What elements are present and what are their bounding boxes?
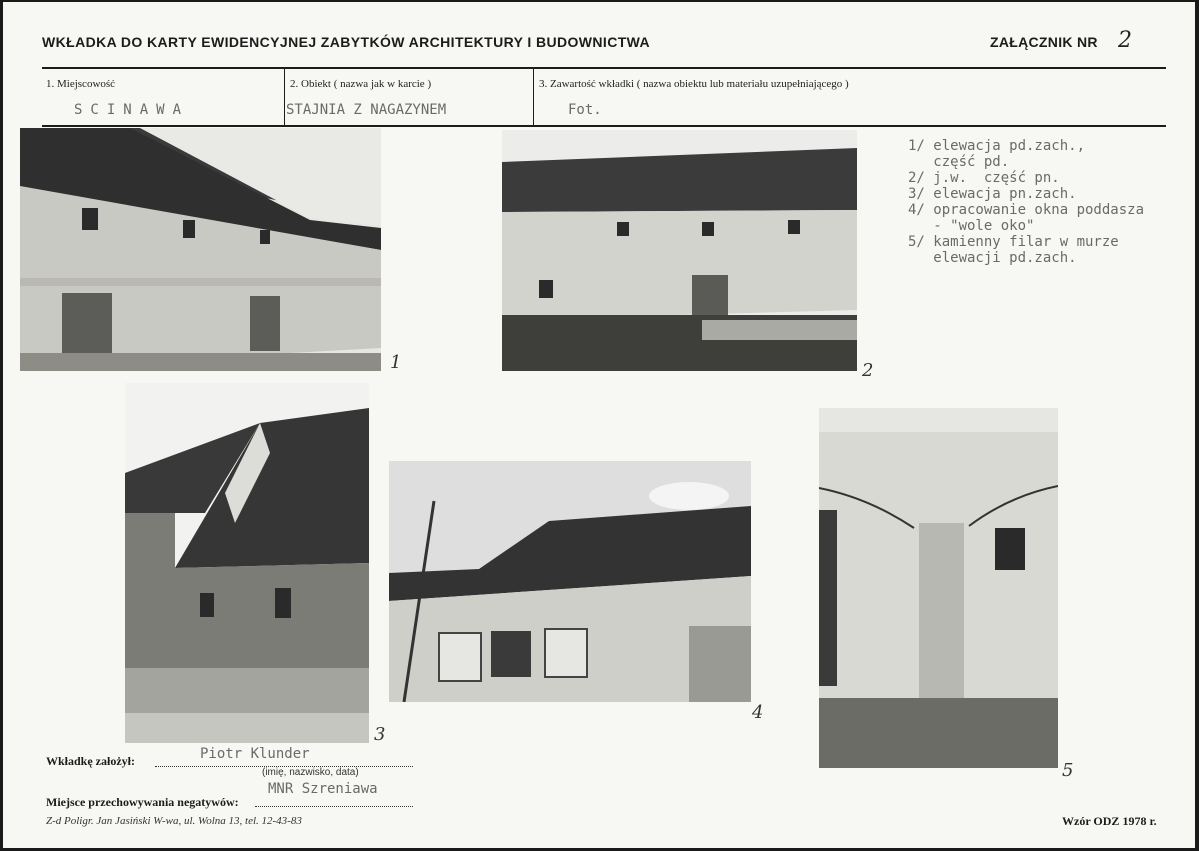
caption-line: 1/ elewacja pd.zach., (908, 138, 1086, 154)
storage-label: Miejsce przechowywania negatywów: (46, 795, 239, 809)
photo-5 (819, 408, 1058, 768)
object-label: 2. Obiekt ( nazwa jak w karcie ) (290, 78, 432, 90)
location-label: 1. Miejscowość (46, 78, 116, 90)
photo-3-number: 3 (374, 724, 386, 745)
document-title: WKŁADKA DO KARTY EWIDENCYJNEJ ZABYTKÓW ARCHITEKTURY I BUDOWNICTWA (42, 34, 651, 50)
author-value: Piotr Klunder (200, 746, 310, 762)
caption-line: elewacji pd.zach. (908, 250, 1077, 266)
author-label: Wkładkę założył: (46, 754, 135, 768)
field-divider-2 (533, 68, 534, 125)
top-rule (42, 67, 1166, 69)
photo-4 (389, 461, 751, 702)
photo-3 (125, 383, 369, 743)
author-hint: (imię, nazwisko, data) (262, 767, 359, 778)
caption-line: 3/ elewacja pn.zach. (908, 186, 1077, 202)
photo-2-number: 2 (862, 360, 874, 381)
caption-line: 2/ j.w. część pn. (908, 170, 1060, 186)
bottom-rule (42, 125, 1166, 127)
field-divider-1 (284, 68, 285, 125)
caption-line: - "wole oko" (908, 218, 1035, 234)
annex-label: ZAŁĄCZNIK NR (990, 34, 1098, 50)
content-label: 3. Zawartość wkładki ( nazwa obiektu lub materiału uzupełniającego ) (539, 78, 849, 90)
photo-1-number: 1 (390, 352, 402, 373)
location-value: SCINAWA (74, 102, 190, 118)
photo-2 (502, 130, 857, 371)
caption-line: 5/ kamienny filar w murze (908, 234, 1119, 250)
content-value: Fot. (568, 102, 602, 118)
photo-captions (908, 138, 1144, 266)
annex-number: 2 (1118, 28, 1132, 53)
caption-line: część pd. (908, 154, 1010, 170)
photo-4-number: 4 (752, 702, 764, 723)
photo-1 (20, 128, 381, 371)
form-version: Wzór ODZ 1978 r. (1062, 814, 1157, 828)
object-value: STAJNIA Z NAGAZYNEM (286, 102, 447, 118)
storage-dotted-line (255, 806, 413, 807)
photo-5-number: 5 (1062, 760, 1074, 781)
printer-info: Z-d Poligr. Jan Jasiński W-wa, ul. Wolna 13, tel. 12-43-83 (46, 815, 302, 827)
caption-line: 4/ opracowanie okna poddasza (908, 202, 1145, 218)
storage-value: MNR Szreniawa (268, 781, 378, 797)
